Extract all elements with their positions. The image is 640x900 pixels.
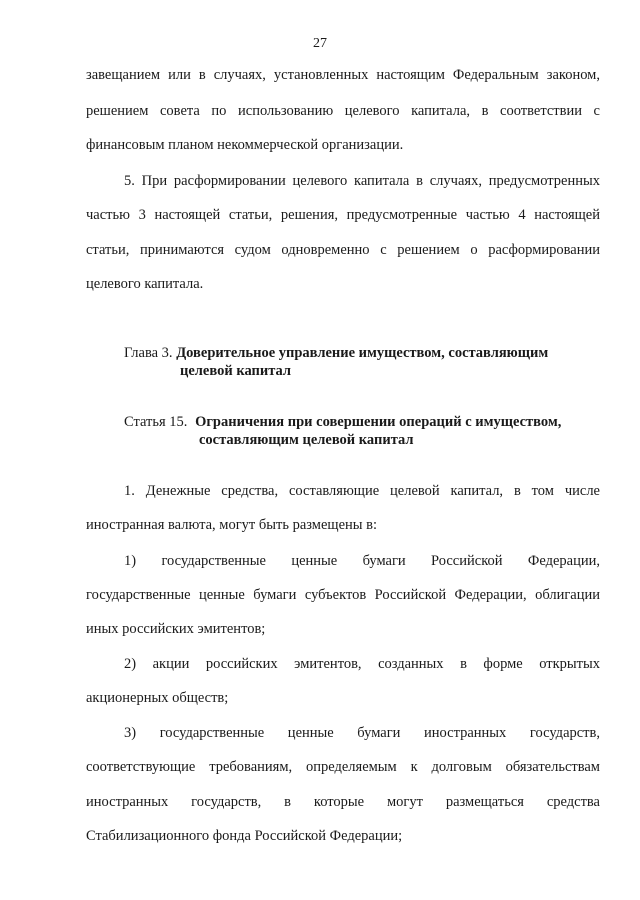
text-line: статьи, принимаются судом одновременно с решением о расформировании	[86, 242, 600, 258]
text-line: частью 3 настоящей статьи, решения, предусмотренные частью 4 настоящей	[86, 207, 600, 223]
list-item-line: иностранных государств, в которые могут размещаться средства	[86, 794, 600, 810]
article-label: Статья 15.	[124, 414, 188, 430]
text-line: иностранная валюта, могут быть размещены в:	[86, 517, 378, 533]
list-item-line: соответствующие требованиям, определяемым к долговым обязательствам	[86, 759, 600, 775]
list-item-line: Стабилизационного фонда Российской Федерации;	[86, 828, 403, 844]
page-number: 27	[313, 36, 327, 51]
text-line: завещанием или в случаях, установленных настоящим Федеральным законом,	[86, 67, 600, 83]
list-item-line: 2) акции российских эмитентов, созданных в форме открытых	[124, 656, 600, 672]
chapter-label: Глава 3.	[124, 345, 173, 361]
text-line: 5. При расформировании целевого капитала в случаях, предусмотренных	[124, 173, 600, 189]
text-line: решением совета по использованию целевого капитала, в соответствии с	[86, 103, 600, 119]
list-item-line: 3) государственные ценные бумаги иностранных государств,	[124, 725, 600, 741]
list-item-line: государственные ценные бумаги субъектов Российской Федерации, облигации	[86, 587, 600, 603]
chapter-heading	[124, 344, 548, 362]
text-line: 1. Денежные средства, составляющие целевой капитал, в том числе	[124, 483, 600, 499]
text-line: финансовым планом некоммерческой организации.	[86, 137, 404, 153]
article-title-line1: Ограничения при совершении операций с имуществом,	[195, 414, 562, 430]
chapter-title-line1: Доверительное управление имуществом, составляющим	[176, 345, 549, 361]
text-line: целевого капитала.	[86, 276, 204, 292]
article-heading	[124, 413, 561, 431]
article-title-line2: составляющим целевой капитал	[199, 432, 414, 448]
chapter-title-line2: целевой капитал	[180, 363, 292, 379]
list-item-line: иных российских эмитентов;	[86, 621, 266, 637]
list-item-line: 1) государственные ценные бумаги Российской Федерации,	[124, 553, 600, 569]
list-item-line: акционерных обществ;	[86, 690, 229, 706]
